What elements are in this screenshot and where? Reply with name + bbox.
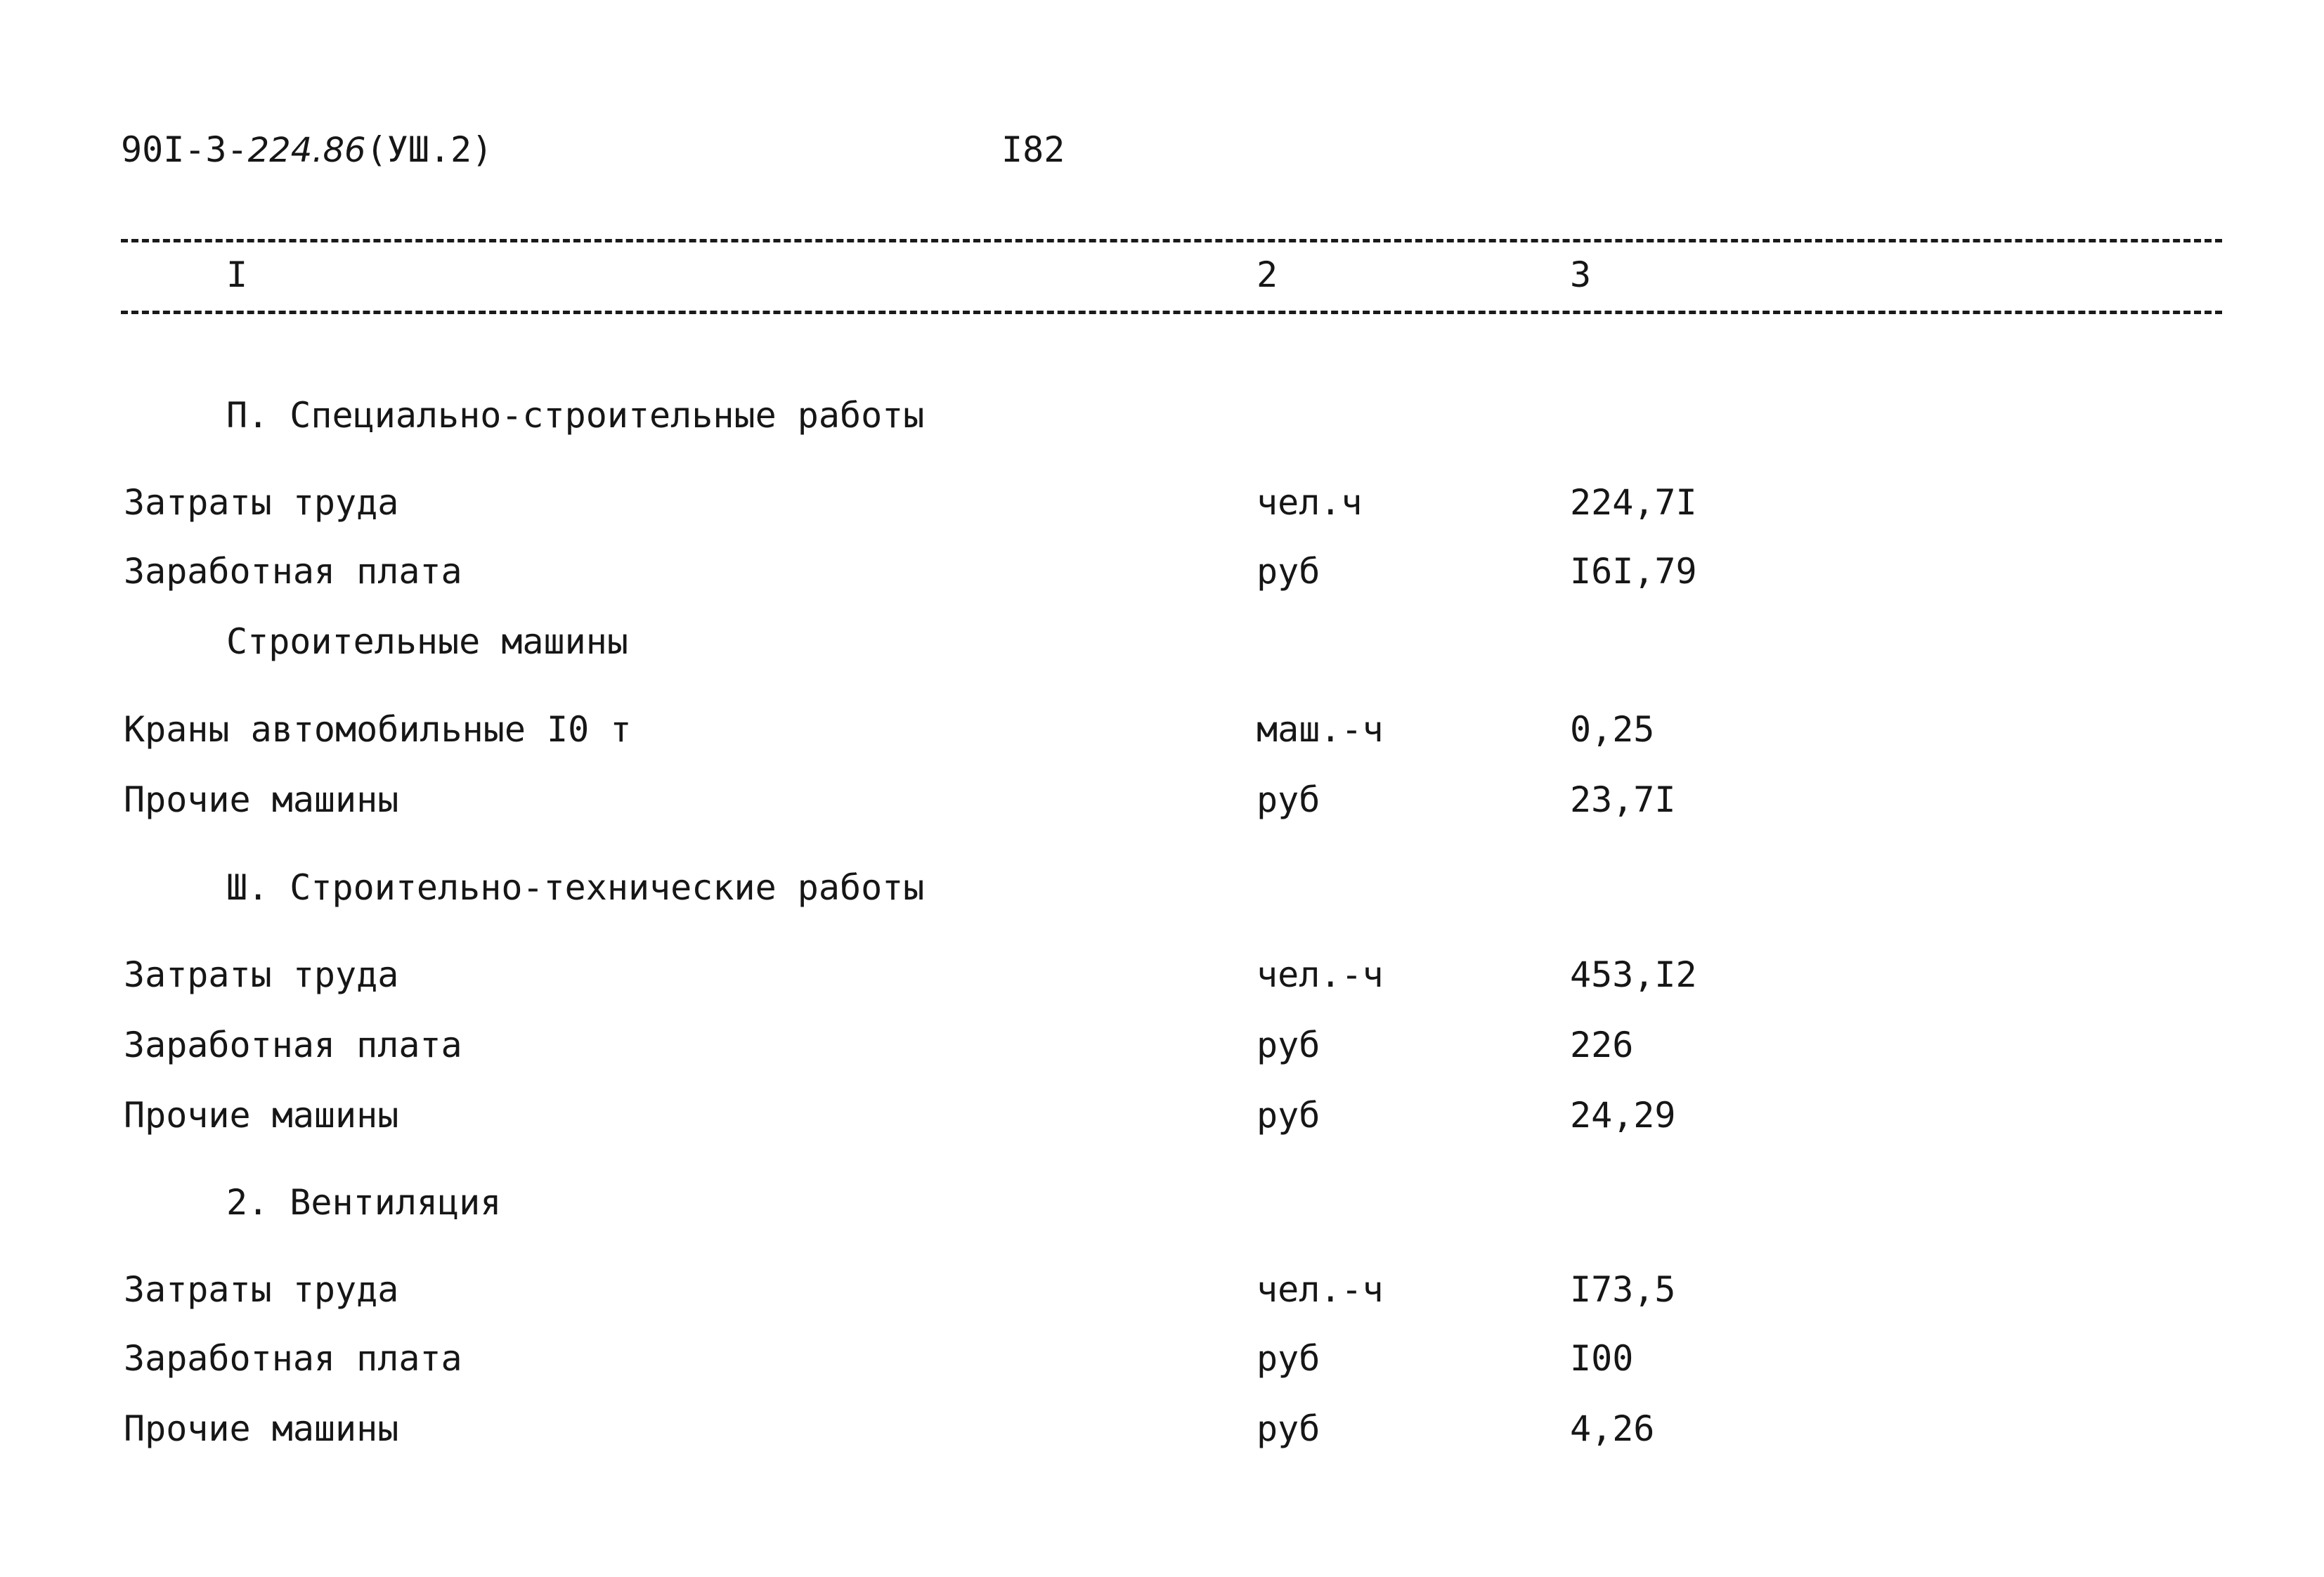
section-heading: 2. Вентиляция [226, 1182, 502, 1223]
table-row [0, 1404, 2324, 1453]
section-heading: Строительные машины [226, 621, 628, 662]
table-row [0, 705, 2324, 754]
item-value: 23,7I [1570, 779, 1676, 820]
item-unit: руб [1257, 1025, 1320, 1065]
column-header-1: I [226, 254, 248, 295]
section-heading: П. Специально-строительные работы [226, 395, 925, 436]
document-code [121, 125, 493, 175]
page-number: I82 [1001, 129, 1065, 170]
item-value: 224,7I [1570, 482, 1697, 523]
item-name: Заработная плата [124, 1025, 462, 1065]
item-value: 453,I2 [1570, 954, 1697, 995]
item-unit: руб [1257, 1095, 1320, 1136]
item-value: 24,29 [1570, 1095, 1676, 1136]
item-unit: руб [1257, 779, 1320, 820]
item-unit: чел.ч [1257, 482, 1363, 523]
table-header-top-rule [121, 239, 2222, 242]
item-name: Прочие машины [124, 1095, 399, 1136]
item-name: Прочие машины [124, 779, 399, 820]
item-unit: руб [1257, 551, 1320, 592]
item-value: I6I,79 [1570, 551, 1697, 592]
item-name: Заработная плата [124, 1338, 462, 1379]
item-unit: руб [1257, 1408, 1320, 1449]
document-code-printed: 90I-3- [121, 129, 248, 170]
table-row [0, 1020, 2324, 1070]
item-value: I73,5 [1570, 1269, 1676, 1310]
item-value: I00 [1570, 1338, 1634, 1379]
table-row [0, 1091, 2324, 1140]
item-name: Затраты труда [124, 1269, 399, 1310]
column-header-3: 3 [1570, 254, 1592, 295]
document-code-handwritten: 224.86 [247, 131, 366, 170]
document-code-suffix: (УШ.2) [365, 129, 493, 170]
table-header-bottom-rule [121, 311, 2222, 314]
table-row [0, 1265, 2324, 1314]
table-row [0, 478, 2324, 527]
item-unit: руб [1257, 1338, 1320, 1379]
table-row [0, 950, 2324, 999]
item-name: Прочие машины [124, 1408, 399, 1449]
table-row [0, 547, 2324, 596]
table-row [0, 775, 2324, 824]
item-unit: чел.-ч [1257, 954, 1384, 995]
item-name: Затраты труда [124, 954, 399, 995]
column-header-2: 2 [1257, 254, 1278, 295]
item-unit: чел.-ч [1257, 1269, 1384, 1310]
item-value: 4,26 [1570, 1408, 1655, 1449]
section-heading: Ш. Строительно-технические работы [226, 867, 925, 908]
item-value: 226 [1570, 1025, 1634, 1065]
item-name: Краны автомобильные I0 т [124, 709, 632, 750]
item-value: 0,25 [1570, 709, 1655, 750]
table-row [0, 1334, 2324, 1383]
item-name: Затраты труда [124, 482, 399, 523]
item-unit: маш.-ч [1257, 709, 1384, 750]
item-name: Заработная плата [124, 551, 462, 592]
